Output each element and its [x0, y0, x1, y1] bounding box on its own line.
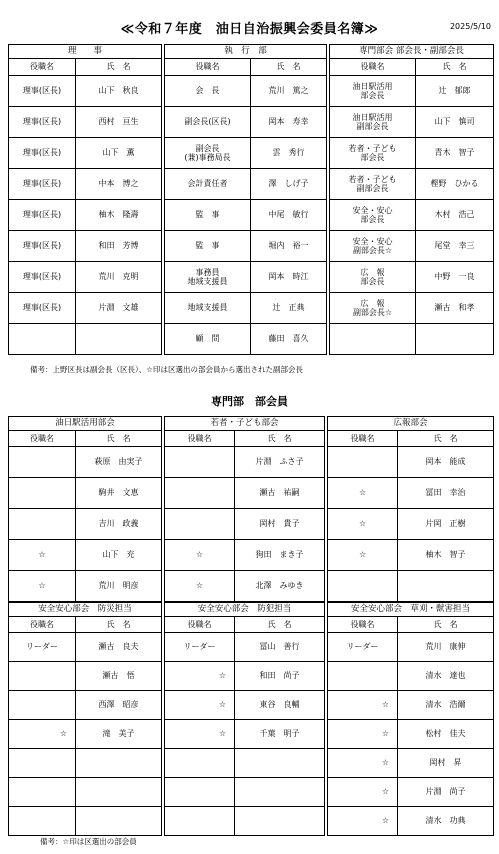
member-name-cell: 片淵 ふさ子: [235, 447, 325, 478]
role-cell: ☆: [165, 571, 235, 602]
member-name-cell: 山下 充: [76, 540, 162, 571]
member-name-cell: 清水 功典: [398, 807, 494, 836]
name-column-header: 氏 名: [416, 59, 494, 76]
role-cell: 会計責任者: [165, 169, 251, 200]
role-cell: 油日駅活用 副部会長: [330, 107, 416, 138]
member-name-cell: 片淵 文雄: [76, 293, 162, 324]
member-name-cell: 岡本 能成: [398, 447, 494, 478]
member-name-cell: [235, 778, 325, 807]
member-name-cell: 西村 亘生: [76, 107, 162, 138]
role-cell: [328, 662, 398, 691]
member-name-cell: [235, 749, 325, 778]
role-column-header: 役職名: [165, 431, 235, 447]
member-name-cell: 山下 慎司: [416, 107, 494, 138]
member-name-cell: 荒川 篤之: [251, 76, 327, 107]
role-cell: [9, 447, 76, 478]
role-cell: 会 長: [165, 76, 251, 107]
role-cell: [9, 691, 76, 720]
member-name-cell: 堀内 裕一: [251, 231, 327, 262]
role-cell: 副会長(区長): [165, 107, 251, 138]
role-cell: ☆: [9, 540, 76, 571]
role-cell: ☆: [165, 540, 235, 571]
group-title: 安全安心部会 防犯担当: [165, 603, 325, 617]
member-name-cell: 青木 智子: [416, 138, 494, 169]
member-name-cell: 駒井 文恵: [76, 478, 162, 509]
name-column-header: 氏 名: [235, 431, 325, 447]
member-name-cell: [76, 324, 162, 355]
name-column-header: 氏 名: [76, 431, 162, 447]
member-name-cell: [76, 749, 162, 778]
member-name-cell: 柚木 智子: [398, 540, 494, 571]
role-cell: 事務員 地域支援員: [165, 262, 251, 293]
role-cell: 安全・安心 副部会長☆: [330, 231, 416, 262]
role-cell: 理事(区長): [9, 138, 76, 169]
role-cell: ☆: [328, 691, 398, 720]
role-cell: ☆: [328, 778, 398, 807]
member-name-cell: 中尾 敏行: [251, 200, 327, 231]
role-cell: ☆: [165, 720, 235, 749]
member-name-cell: 藤田 喜久: [251, 324, 327, 355]
role-cell: 顧 問: [165, 324, 251, 355]
member-name-cell: [235, 807, 325, 836]
role-cell: [9, 324, 76, 355]
role-cell: 理事(区長): [9, 169, 76, 200]
member-name-cell: [76, 778, 162, 807]
role-cell: 理事(区長): [9, 76, 76, 107]
member-name-cell: 岡村 昇: [398, 749, 494, 778]
member-name-cell: 狗田 まき子: [235, 540, 325, 571]
member-name-cell: 萩原 由実子: [76, 447, 162, 478]
group-title: 理 事: [9, 45, 162, 59]
name-column-header: 氏 名: [76, 617, 162, 633]
name-column-header: 氏 名: [235, 617, 325, 633]
name-column-header: 氏 名: [398, 617, 494, 633]
member-name-cell: [76, 807, 162, 836]
member-name-cell: 木村 浩己: [416, 200, 494, 231]
member-name-cell: 岡村 貴子: [235, 509, 325, 540]
member-name-cell: 荒川 克明: [76, 262, 162, 293]
group-title: 安全安心部会 草刈・獣害担当: [328, 603, 494, 617]
role-cell: リーダー: [328, 633, 398, 662]
member-name-cell: 中野 一良: [416, 262, 494, 293]
group-title: 執 行 部: [165, 45, 327, 59]
group-title: 安全安心部会 防災担当: [9, 603, 162, 617]
member-name-cell: 山下 秋良: [76, 76, 162, 107]
role-column-header: 役職名: [328, 617, 398, 633]
role-cell: ☆: [328, 540, 398, 571]
group-title: 若者・子ども部会: [165, 417, 325, 431]
member-name-cell: 片淵 尚子: [398, 778, 494, 807]
document-date: 2025/5/10: [449, 22, 491, 31]
role-column-header: 役職名: [9, 617, 76, 633]
role-cell: [9, 662, 76, 691]
role-column-header: 役職名: [330, 59, 416, 76]
role-cell: ☆: [165, 662, 235, 691]
group-title: 油日駅活用部会: [9, 417, 162, 431]
member-name-cell: 松村 佳夫: [398, 720, 494, 749]
role-column-header: 役職名: [328, 431, 398, 447]
group-title: 広報部会: [328, 417, 494, 431]
role-cell: [165, 509, 235, 540]
name-column-header: 氏 名: [251, 59, 327, 76]
member-name-cell: 冨山 善行: [235, 633, 325, 662]
member-name-cell: 瀬古 悟: [76, 662, 162, 691]
member-name-cell: 岡本 時江: [251, 262, 327, 293]
role-cell: 安全・安心 部会長: [330, 200, 416, 231]
role-cell: 理事(区長): [9, 262, 76, 293]
members-note: 備考：☆印は区選出の部会員: [40, 837, 137, 846]
role-column-header: 役職名: [9, 59, 76, 76]
role-cell: ☆: [9, 571, 76, 602]
member-name-cell: 清水 浩爾: [398, 691, 494, 720]
role-column-header: 役職名: [9, 431, 76, 447]
role-cell: [330, 324, 416, 355]
group-title: 専門部会 部会長・副部会長: [330, 45, 494, 59]
role-cell: ☆: [328, 509, 398, 540]
member-name-cell: [398, 571, 494, 602]
member-name-cell: 瀬古 良夫: [76, 633, 162, 662]
member-name-cell: 冨田 幸治: [398, 478, 494, 509]
role-cell: [165, 749, 235, 778]
role-cell: 理事(区長): [9, 231, 76, 262]
member-name-cell: 樫野 ひかる: [416, 169, 494, 200]
role-cell: ☆: [165, 691, 235, 720]
member-name-cell: 荒川 康伸: [398, 633, 494, 662]
role-cell: 理事(区長): [9, 200, 76, 231]
role-cell: リーダー: [165, 633, 235, 662]
role-cell: 副会長 (兼)事務局長: [165, 138, 251, 169]
member-name-cell: 千葉 明子: [235, 720, 325, 749]
role-cell: リーダー: [9, 633, 76, 662]
committee-members-table: [8, 416, 494, 602]
safety-members-table: [8, 602, 494, 836]
role-cell: [165, 778, 235, 807]
role-cell: [328, 571, 398, 602]
member-name-cell: 滝 美子: [76, 720, 162, 749]
role-cell: 監 事: [165, 231, 251, 262]
member-name-cell: 東谷 良輔: [235, 691, 325, 720]
role-cell: [328, 447, 398, 478]
name-column-header: 氏 名: [398, 431, 494, 447]
role-cell: [9, 509, 76, 540]
member-name-cell: 山下 薫: [76, 138, 162, 169]
member-name-cell: 北澤 みゆき: [235, 571, 325, 602]
officers-table: [8, 44, 494, 355]
role-cell: 油日駅活用 部会長: [330, 76, 416, 107]
role-cell: ☆: [328, 478, 398, 509]
role-cell: ☆: [328, 749, 398, 778]
member-name-cell: [416, 324, 494, 355]
role-cell: 監 事: [165, 200, 251, 231]
role-column-header: 役職名: [165, 617, 235, 633]
role-cell: [165, 447, 235, 478]
section-title: 専門部 部会員: [211, 395, 288, 408]
member-name-cell: 瀬古 祐嗣: [235, 478, 325, 509]
role-cell: ☆: [9, 720, 76, 749]
member-name-cell: 中本 博之: [76, 169, 162, 200]
role-cell: 広 報 部会長: [330, 262, 416, 293]
role-cell: 広 報 副部会長☆: [330, 293, 416, 324]
member-name-cell: 辻 郁郎: [416, 76, 494, 107]
member-name-cell: 清水 達也: [398, 662, 494, 691]
member-name-cell: 荒川 明彦: [76, 571, 162, 602]
member-name-cell: 片岡 正樹: [398, 509, 494, 540]
member-name-cell: 和田 尚子: [235, 662, 325, 691]
role-cell: ☆: [328, 807, 398, 836]
role-cell: [9, 807, 76, 836]
member-name-cell: 柚木 隆壽: [76, 200, 162, 231]
member-name-cell: 吉川 政義: [76, 509, 162, 540]
officers-note: 備考：上野区長は副会長（区長）、☆印は区選出の部会員から選出された副部会長: [30, 365, 303, 374]
member-name-cell: 雲 秀行: [251, 138, 327, 169]
member-name-cell: 岡本 寿幸: [251, 107, 327, 138]
member-name-cell: 西澤 昭彦: [76, 691, 162, 720]
member-name-cell: 和田 芳博: [76, 231, 162, 262]
member-name-cell: 辻 正典: [251, 293, 327, 324]
role-cell: 若者・子ども 部会長: [330, 138, 416, 169]
role-column-header: 役職名: [165, 59, 251, 76]
member-name-cell: 尾堂 幸三: [416, 231, 494, 262]
name-column-header: 氏 名: [76, 59, 162, 76]
role-cell: ☆: [328, 720, 398, 749]
role-cell: [9, 749, 76, 778]
role-cell: 若者・子ども 副部会長: [330, 169, 416, 200]
role-cell: [9, 478, 76, 509]
document-title: ≪令和７年度 油日自治振興会委員名簿≫: [120, 22, 379, 37]
role-cell: [165, 478, 235, 509]
role-cell: [165, 807, 235, 836]
role-cell: [9, 778, 76, 807]
member-name-cell: 澤 しげ子: [251, 169, 327, 200]
member-name-cell: 瀬古 和孝: [416, 293, 494, 324]
role-cell: 地域支援員: [165, 293, 251, 324]
role-cell: 理事(区長): [9, 293, 76, 324]
role-cell: 理事(区長): [9, 107, 76, 138]
